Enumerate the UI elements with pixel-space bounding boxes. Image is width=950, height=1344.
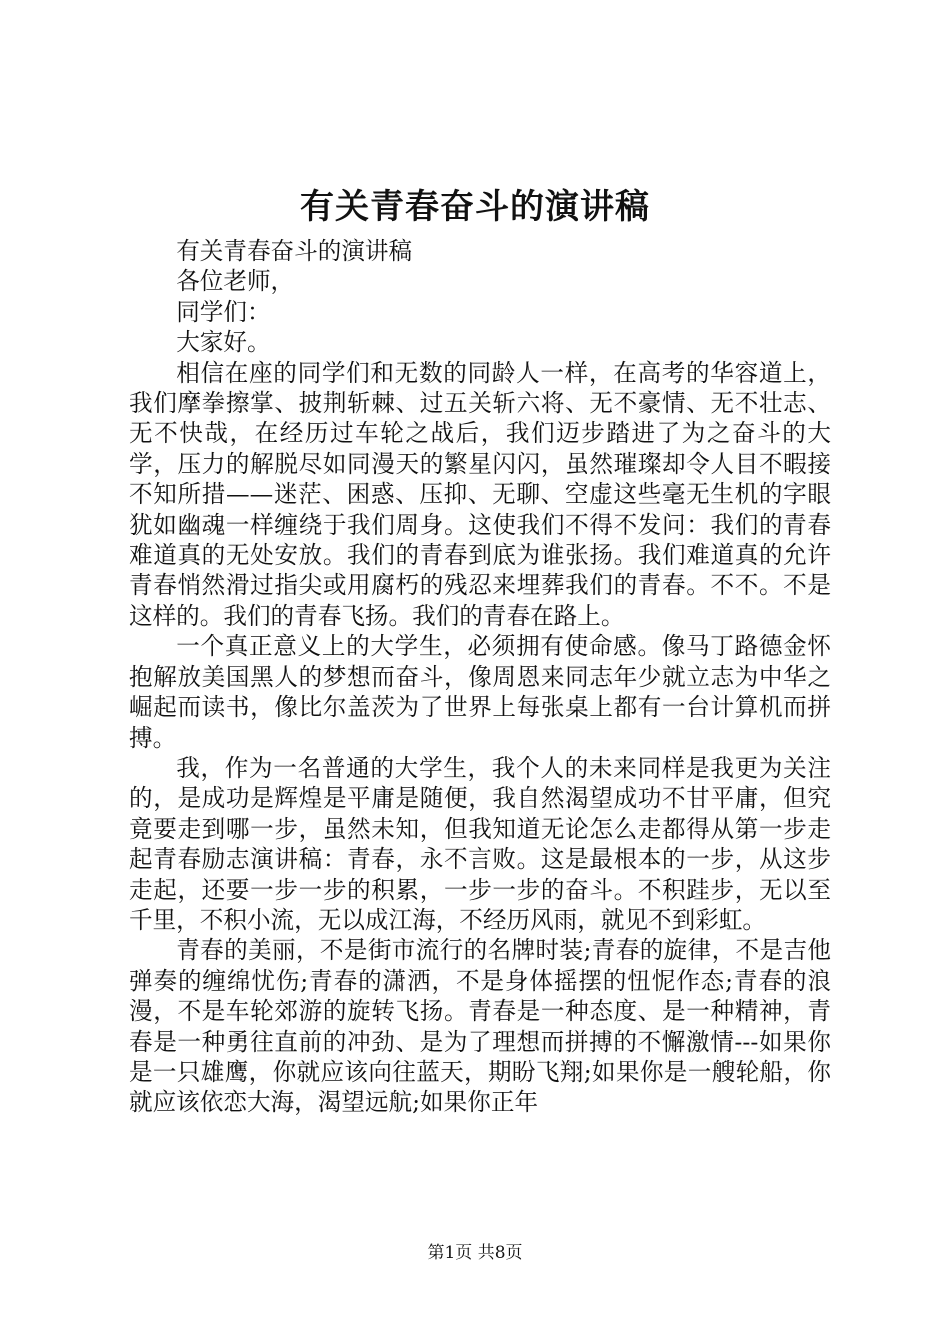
paragraph-salutation-teachers: 各位老师， xyxy=(176,267,295,296)
document-body xyxy=(129,236,831,1118)
paragraph-body-1: 相信在座的同学们和无数的同龄人一样，在高考的华容道上，我们摩拳擦掌、披荆斩棘、过五关斩六将、无不豪情、无不壮志、无不快哉，在经历过车轮之战后，我们迈步踏进了为之奋斗的大学，压力的解脱尽如同漫天的繁星闪闪，虽然璀璨却令人目不暇接不知所措——迷茫、困惑、压抑、无聊、空虚这些毫无生机的字眼犹如幽魂一样缠绕于我们周身。这使我们不得不发问：我们的青春难道真的无处安放。我们的青春到底为谁张扬。我们难道真的允许青春悄然滑过指尖或用腐朽的残忍来埋葬我们的青春。不不。不是这样的。我们的青春飞扬。我们的青春在路上。 xyxy=(129,358,831,630)
paragraph-body-2: 一个真正意义上的大学生，必须拥有使命感。像马丁路德金怀抱解放美国黑人的梦想而奋斗，像周恩来同志年少就立志为中华之崛起而读书，像比尔盖茨为了世界上每张桌上都有一台计算机而拼搏。 xyxy=(129,632,831,752)
page-footer: 第1页 共8页 xyxy=(427,1243,523,1263)
paragraph-greeting: 大家好。 xyxy=(176,328,271,357)
paragraph-salutation-students: 同学们： xyxy=(176,297,271,326)
document-title: 有关青春奋斗的演讲稿 xyxy=(300,187,650,227)
paragraph-body-4: 青春的美丽，不是街市流行的名牌时装;青春的旋律，不是吉他弹奏的缠绵忧伤;青春的潇洒，不是身体摇摆的忸怩作态;青春的浪漫，不是车轮郊游的旋转飞扬。青春是一种态度、是一种精神，青春是一种勇往直前的冲劲、是为了理想而拼搏的不懈激情---如果你是一只雄鹰，你就应该向往蓝天，期盼飞翔;如果你是一艘轮船，你就应该依恋大海，渴望远航;如果你正年 xyxy=(129,936,831,1117)
paragraph-heading: 有关青春奋斗的演讲稿 xyxy=(176,237,413,265)
paragraph-body-3: 我，作为一名普通的大学生，我个人的未来同样是我更为关注的，是成功是辉煌是平庸是随便，我自然渴望成功不甘平庸，但究竟要走到哪一步，虽然未知，但我知道无论怎么走都得从第一步走起青春励志演讲稿：青春，永不言败。这是最根本的一步，从这步走起，还要一步一步的积累，一步一步的奋斗。不积跬步，无以至千里，不积小流，无以成江海，不经历风雨，就见不到彩虹。 xyxy=(129,753,831,934)
